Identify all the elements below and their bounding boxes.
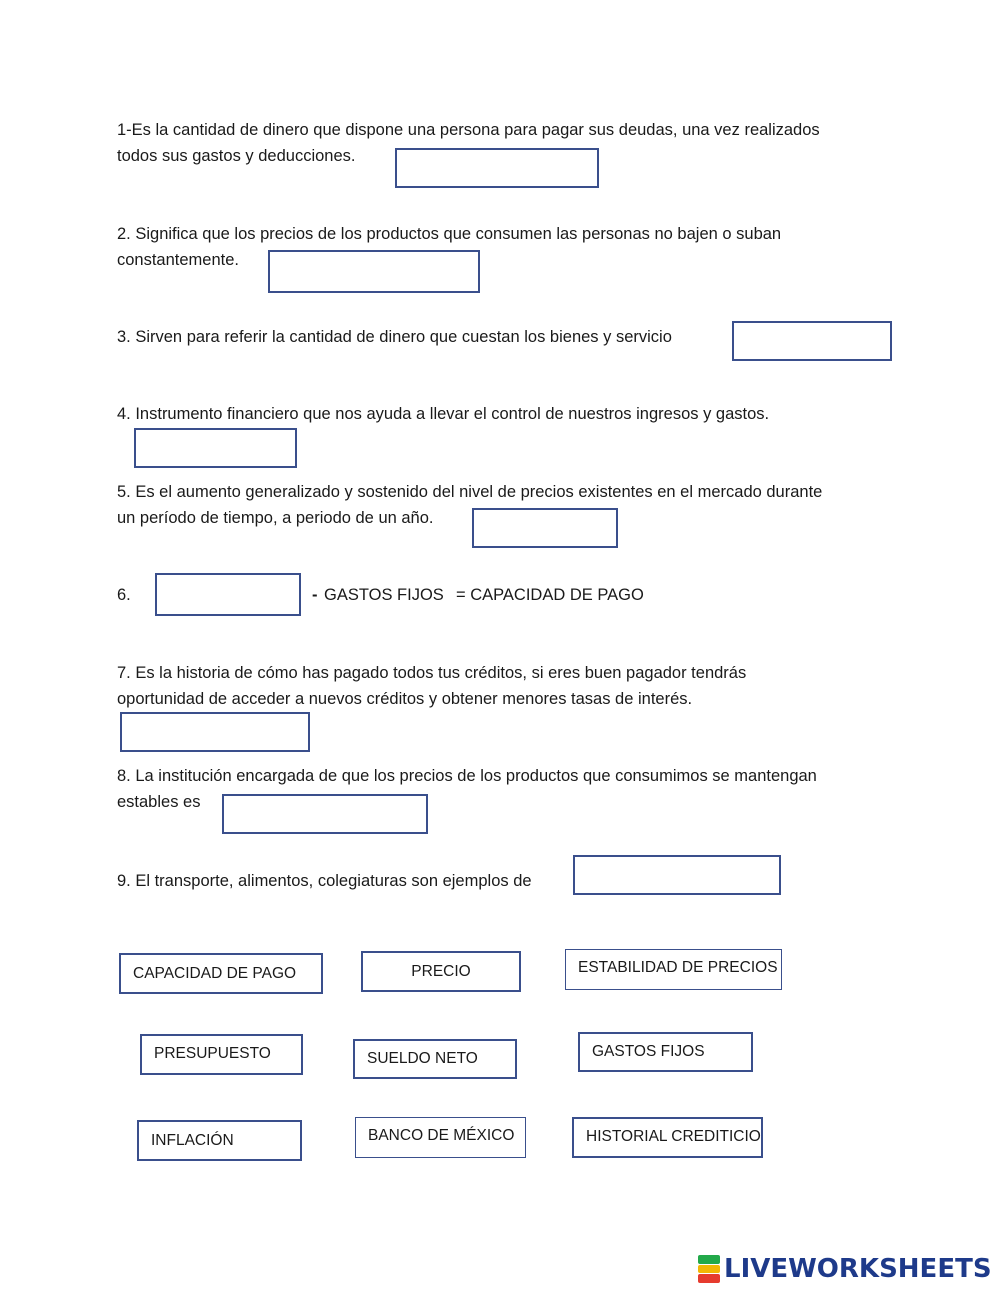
answer-field-5[interactable]	[472, 508, 618, 548]
question-5-line-2: un período de tiempo, a periodo de un año.	[117, 509, 434, 527]
answer-field-9[interactable]	[573, 855, 781, 895]
answer-chip-precio[interactable]: PRECIO	[361, 951, 521, 992]
question-6-equals: = CAPACIDAD DE PAGO	[456, 586, 644, 604]
answer-field-2[interactable]	[268, 250, 480, 293]
question-6-expense: GASTOS FIJOS	[324, 586, 444, 604]
question-4-line-1: 4. Instrumento financiero que nos ayuda a llevar el control de nuestros ingresos y gastos.	[117, 405, 770, 423]
question-1-line-1: 1-Es la cantidad de dinero que dispone una persona para pagar sus deudas, una vez realizados	[117, 121, 820, 139]
answer-field-1[interactable]	[395, 148, 599, 188]
answer-field-8[interactable]	[222, 794, 428, 834]
answer-field-7[interactable]	[120, 712, 310, 752]
question-7-line-2: oportunidad de acceder a nuevos créditos y obtener menores tasas de interés.	[117, 690, 693, 708]
answer-chip-sueldo-neto[interactable]: SUELDO NETO	[353, 1039, 517, 1079]
question-5-line-1: 5. Es el aumento generalizado y sostenido del nivel de precios existentes en el mercado durante	[117, 483, 823, 501]
answer-field-6[interactable]	[155, 573, 301, 616]
answer-chip-gastos-fijos[interactable]: GASTOS FIJOS	[578, 1032, 753, 1072]
question-7-line-1: 7. Es la historia de cómo has pagado todos tus créditos, si eres buen pagador tendrás	[117, 664, 747, 682]
answer-chip-estabilidad-de-precios[interactable]: ESTABILIDAD DE PRECIOS	[565, 949, 782, 990]
liveworksheets-logo-icon	[698, 1255, 720, 1283]
question-2-line-1: 2. Significa que los precios de los productos que consumen las personas no bajen o suban	[117, 225, 782, 243]
answer-field-4[interactable]	[134, 428, 297, 468]
question-1-line-2: todos sus gastos y deducciones.	[117, 147, 356, 165]
answer-chip-presupuesto[interactable]: PRESUPUESTO	[140, 1034, 303, 1075]
liveworksheets-logo-text: LIVEWORKSHEETS	[724, 1254, 992, 1284]
answer-chip-inflacion[interactable]: INFLACIÓN	[137, 1120, 302, 1161]
question-6-number: 6.	[117, 586, 131, 604]
question-6-minus: -	[312, 586, 318, 604]
question-2-line-2: constantemente.	[117, 251, 239, 269]
question-8-line-1: 8. La institución encargada de que los precios de los productos que consumimos se mantengan	[117, 767, 817, 785]
question-9-line-1: 9. El transporte, alimentos, colegiaturas son ejemplos de	[117, 872, 532, 890]
question-8-line-2: estables es	[117, 793, 201, 811]
answer-field-3[interactable]	[732, 321, 892, 361]
answer-chip-capacidad-de-pago[interactable]: CAPACIDAD DE PAGO	[119, 953, 323, 994]
liveworksheets-logo	[698, 1255, 992, 1283]
answer-chip-historial-crediticio[interactable]: HISTORIAL CREDITICIO	[572, 1117, 763, 1158]
question-3-line-1: 3. Sirven para referir la cantidad de dinero que cuestan los bienes y servicio	[117, 328, 672, 346]
answer-chip-banco-de-mexico[interactable]: BANCO DE MÉXICO	[355, 1117, 526, 1158]
